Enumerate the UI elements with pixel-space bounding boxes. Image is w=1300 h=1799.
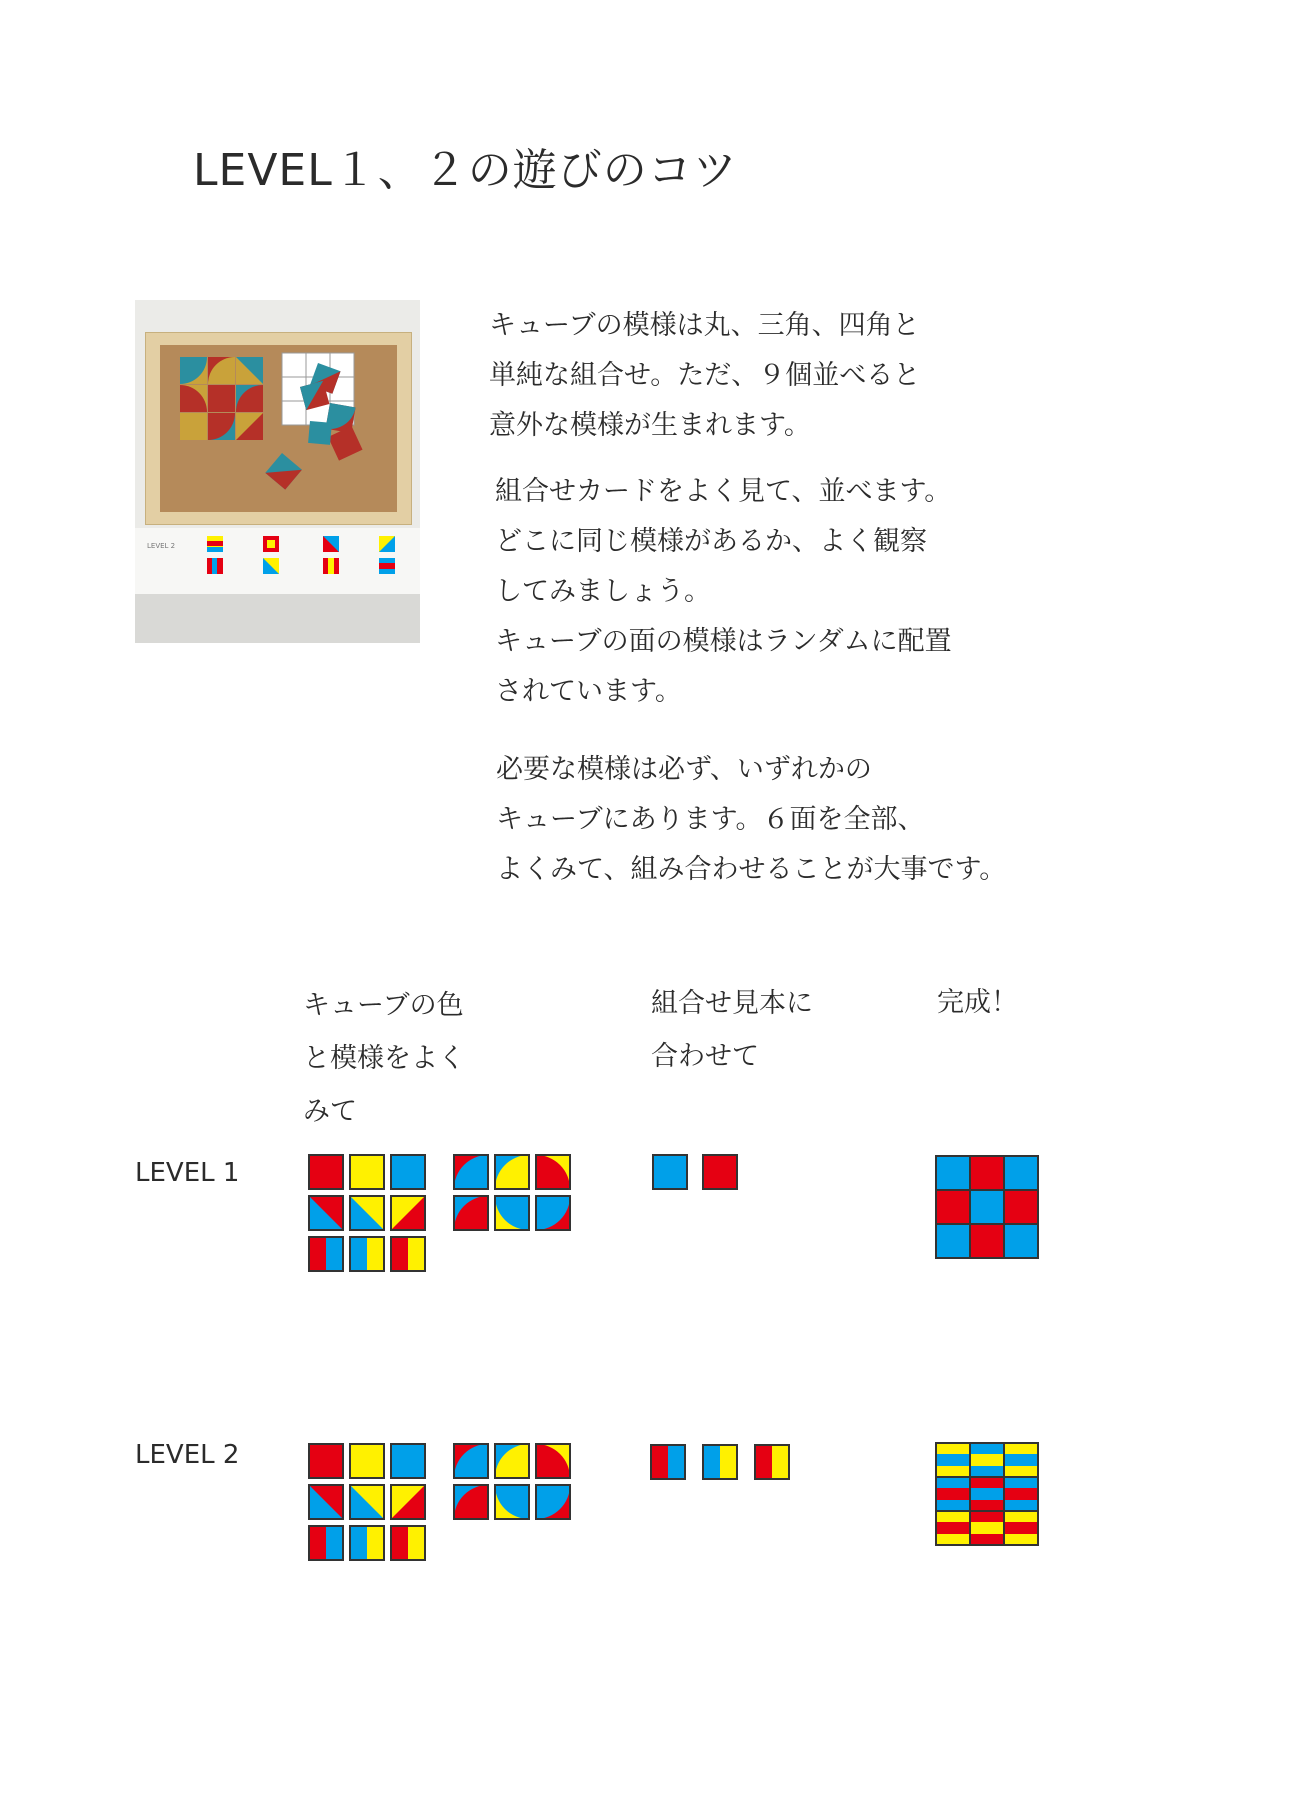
- red-blue-diagonal-icon: [309, 1485, 343, 1519]
- yellow-red-quarter-circle-icon: [536, 1444, 570, 1478]
- level-2-cube-faces: [306, 1441, 428, 1563]
- blue-red-quarter-circle-icon: [454, 1485, 488, 1519]
- text-line: 単純な組合せ。ただ、９個並べると: [489, 360, 921, 391]
- level-2-sample-faces: [648, 1442, 794, 1484]
- strip-label: LEVEL 2: [147, 542, 176, 550]
- level-1-sample-faces: [650, 1152, 740, 1194]
- blue-yellow-quarter-circle-icon: [495, 1444, 529, 1478]
- blue-solid-icon: [391, 1155, 425, 1189]
- yellow-blue-vertical-icon: [350, 1526, 384, 1560]
- text-line: されています。: [495, 676, 682, 707]
- yellow-red-quarter-circle-icon: [536, 1155, 570, 1189]
- blue-solid-icon: [391, 1444, 425, 1478]
- intro-paragraph-3: [496, 745, 1006, 895]
- text-line: どこに同じ模様があるか、よく観察: [495, 526, 927, 557]
- red-yellow-vertical-icon: [391, 1237, 425, 1271]
- text-line: 合わせて: [651, 1041, 759, 1072]
- page-title: LEVEL１、２の遊びのコツ: [193, 145, 738, 196]
- text-line: みて: [303, 1096, 357, 1127]
- yellow-red-quarter-circle-icon: [536, 1485, 570, 1519]
- level-2-completed-pattern: [934, 1441, 1042, 1549]
- blue-red-vertical-icon: [309, 1526, 343, 1560]
- puzzle-cubes-illustration: [160, 345, 397, 512]
- blue-yellow-quarter-circle-icon: [495, 1196, 529, 1230]
- blue-red-vertical-icon: [309, 1237, 343, 1271]
- text-line: キューブの色: [303, 990, 464, 1021]
- red-blue-diagonal-icon: [309, 1196, 343, 1230]
- column-header-observe: [303, 979, 465, 1138]
- level-1-label: LEVEL 1: [135, 1158, 240, 1188]
- red-solid-icon: [309, 1155, 343, 1189]
- blue-red-quarter-circle-icon: [454, 1196, 488, 1230]
- level-1-completed-pattern: [934, 1154, 1042, 1262]
- blue-red-quarter-circle-icon: [454, 1444, 488, 1478]
- red-blue-vertical-icon: [651, 1445, 685, 1479]
- red-yellow-vertical-icon: [391, 1526, 425, 1560]
- text-line: 完成！: [937, 987, 1018, 1018]
- text-line: キューブの模様は丸、三角、四角と: [489, 310, 920, 341]
- intro-paragraph-2: [495, 467, 952, 717]
- yellow-solid-icon: [350, 1444, 384, 1478]
- red-solid-icon: [703, 1155, 737, 1189]
- yellow-blue-vertical-icon: [350, 1237, 384, 1271]
- card-strip-patterns: [135, 528, 420, 594]
- yellow-red-quarter-circle-icon: [536, 1196, 570, 1230]
- level-2-label: LEVEL 2: [135, 1440, 240, 1470]
- yellow-solid-icon: [350, 1155, 384, 1189]
- text-line: よくみて、組み合わせることが大事です。: [496, 854, 1007, 885]
- text-line: キューブにあります。６面を全部、: [496, 804, 925, 835]
- red-solid-icon: [309, 1444, 343, 1478]
- blue-yellow-quarter-circle-icon: [495, 1485, 529, 1519]
- column-header-match: [651, 977, 813, 1083]
- wooden-frame: [145, 332, 412, 525]
- text-line: してみましょう。: [495, 576, 711, 607]
- text-line: 必要な模様は必ず、いずれかの: [496, 754, 872, 785]
- text-line: キューブの面の模様はランダムに配置: [495, 626, 952, 657]
- blue-yellow-quarter-circle-icon: [495, 1155, 529, 1189]
- text-line: と模様をよく: [303, 1043, 465, 1074]
- yellow-red-diagonal-icon: [391, 1485, 425, 1519]
- level-2-quarter-faces: [451, 1441, 573, 1523]
- photo-floor: [135, 594, 420, 643]
- column-header-complete: [937, 976, 1018, 1029]
- blue-red-quarter-circle-icon: [454, 1155, 488, 1189]
- text-line: 組合せカードをよく見て、並べます。: [495, 476, 952, 507]
- intro-paragraph-1: [489, 301, 920, 451]
- blue-yellow-vertical-icon: [703, 1445, 737, 1479]
- blue-red-diagonal-icon: [350, 1485, 384, 1519]
- cork-board: [160, 345, 397, 512]
- level-1-cube-faces: [306, 1152, 428, 1274]
- blue-red-diagonal-icon: [350, 1196, 384, 1230]
- text-line: 組合せ見本に: [651, 988, 813, 1019]
- red-yellow-vertical-icon: [755, 1445, 789, 1479]
- blue-solid-icon: [653, 1155, 687, 1189]
- level-1-quarter-faces: [451, 1152, 573, 1234]
- card-strip: [135, 528, 420, 594]
- yellow-red-diagonal-icon: [391, 1196, 425, 1230]
- product-photo: [135, 300, 420, 643]
- text-line: 意外な模様が生まれます。: [489, 410, 811, 441]
